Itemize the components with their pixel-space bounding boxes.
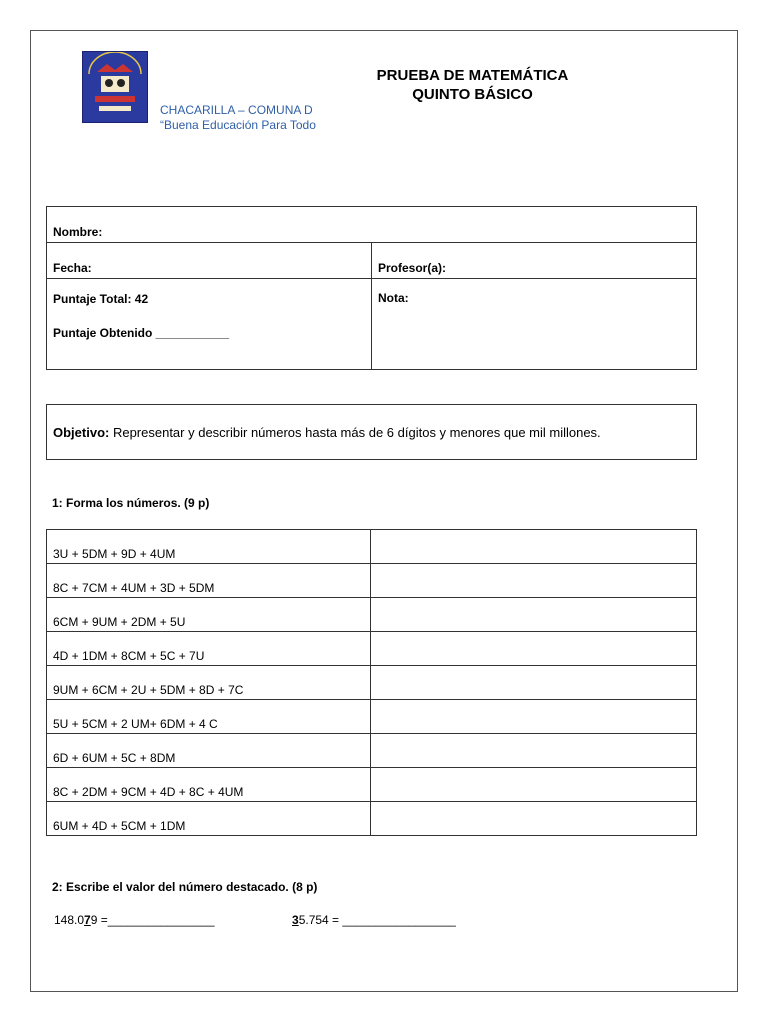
answer-cell[interactable] bbox=[371, 734, 697, 768]
answer-cell[interactable] bbox=[371, 632, 697, 666]
teacher-field: Profesor(a): bbox=[372, 243, 697, 279]
table-row bbox=[47, 734, 697, 768]
form-numbers-table bbox=[46, 529, 697, 836]
student-info-table bbox=[46, 206, 697, 370]
school-crest-icon bbox=[83, 52, 147, 122]
objective-box bbox=[46, 404, 697, 460]
table-row bbox=[47, 666, 697, 700]
exercise-1 bbox=[54, 913, 215, 927]
answer-cell[interactable] bbox=[371, 768, 697, 802]
objective-text: Representar y describir números hasta más de 6 dígitos y menores que mil millones. bbox=[109, 425, 601, 440]
answer-cell[interactable] bbox=[371, 666, 697, 700]
test-title bbox=[350, 66, 595, 104]
expression-cell: 6CM + 9UM + 2DM + 5U bbox=[47, 598, 371, 632]
exercise-1-prefix: 148.0 bbox=[54, 913, 85, 927]
table-row bbox=[47, 700, 697, 734]
exercise-1-highlighted-digit: 7 bbox=[84, 913, 91, 927]
table-row bbox=[47, 768, 697, 802]
table-row bbox=[47, 632, 697, 666]
score-cell bbox=[47, 279, 372, 370]
exercise-1-suffix: 9 =________________ bbox=[90, 913, 215, 927]
date-field: Fecha: bbox=[47, 243, 372, 279]
expression-cell: 3U + 5DM + 9D + 4UM bbox=[47, 530, 371, 564]
section-2-title: 2: Escribe el valor del número destacado. (8 p) bbox=[52, 880, 318, 894]
table-row bbox=[47, 530, 697, 564]
exercise-2 bbox=[292, 913, 456, 927]
answer-cell[interactable] bbox=[371, 530, 697, 564]
answer-cell[interactable] bbox=[371, 802, 697, 836]
answer-cell[interactable] bbox=[371, 700, 697, 734]
expression-cell: 5U + 5CM + 2 UM+ 6DM + 4 C bbox=[47, 700, 371, 734]
school-logo bbox=[82, 51, 148, 123]
table-row bbox=[47, 564, 697, 598]
grade-label: Nota: bbox=[378, 291, 409, 305]
total-score: Puntaje Total: 42 bbox=[53, 292, 149, 306]
expression-cell: 8C + 7CM + 4UM + 3D + 5DM bbox=[47, 564, 371, 598]
expression-cell: 4D + 1DM + 8CM + 5C + 7U bbox=[47, 632, 371, 666]
exercise-2-highlighted-digit: 3 bbox=[292, 913, 299, 927]
answer-cell[interactable] bbox=[371, 598, 697, 632]
expression-cell: 9UM + 6CM + 2U + 5DM + 8D + 7C bbox=[47, 666, 371, 700]
exercise-2-suffix: 5.754 = _________________ bbox=[298, 913, 456, 927]
grade-field bbox=[372, 279, 697, 370]
school-name: CHACARILLA – COMUNA D bbox=[160, 103, 313, 117]
objective-label: Objetivo: bbox=[53, 425, 110, 440]
expression-cell: 6D + 6UM + 5C + 8DM bbox=[47, 734, 371, 768]
table-row bbox=[47, 802, 697, 836]
document-page bbox=[30, 30, 738, 992]
title-line-1: PRUEBA DE MATEMÁTICA bbox=[376, 67, 569, 84]
obtained-score: Puntaje Obtenido ___________ bbox=[53, 326, 230, 340]
title-line-2: QUINTO BÁSICO bbox=[412, 86, 533, 103]
name-field: Nombre: bbox=[47, 207, 697, 243]
table-row bbox=[47, 598, 697, 632]
section-1-title: 1: Forma los números. (9 p) bbox=[52, 496, 210, 510]
school-info bbox=[160, 103, 350, 133]
answer-cell[interactable] bbox=[371, 564, 697, 598]
school-motto: “Buena Educación Para Todo bbox=[160, 118, 316, 132]
expression-cell: 8C + 2DM + 9CM + 4D + 8C + 4UM bbox=[47, 768, 371, 802]
expression-cell: 6UM + 4D + 5CM + 1DM bbox=[47, 802, 371, 836]
